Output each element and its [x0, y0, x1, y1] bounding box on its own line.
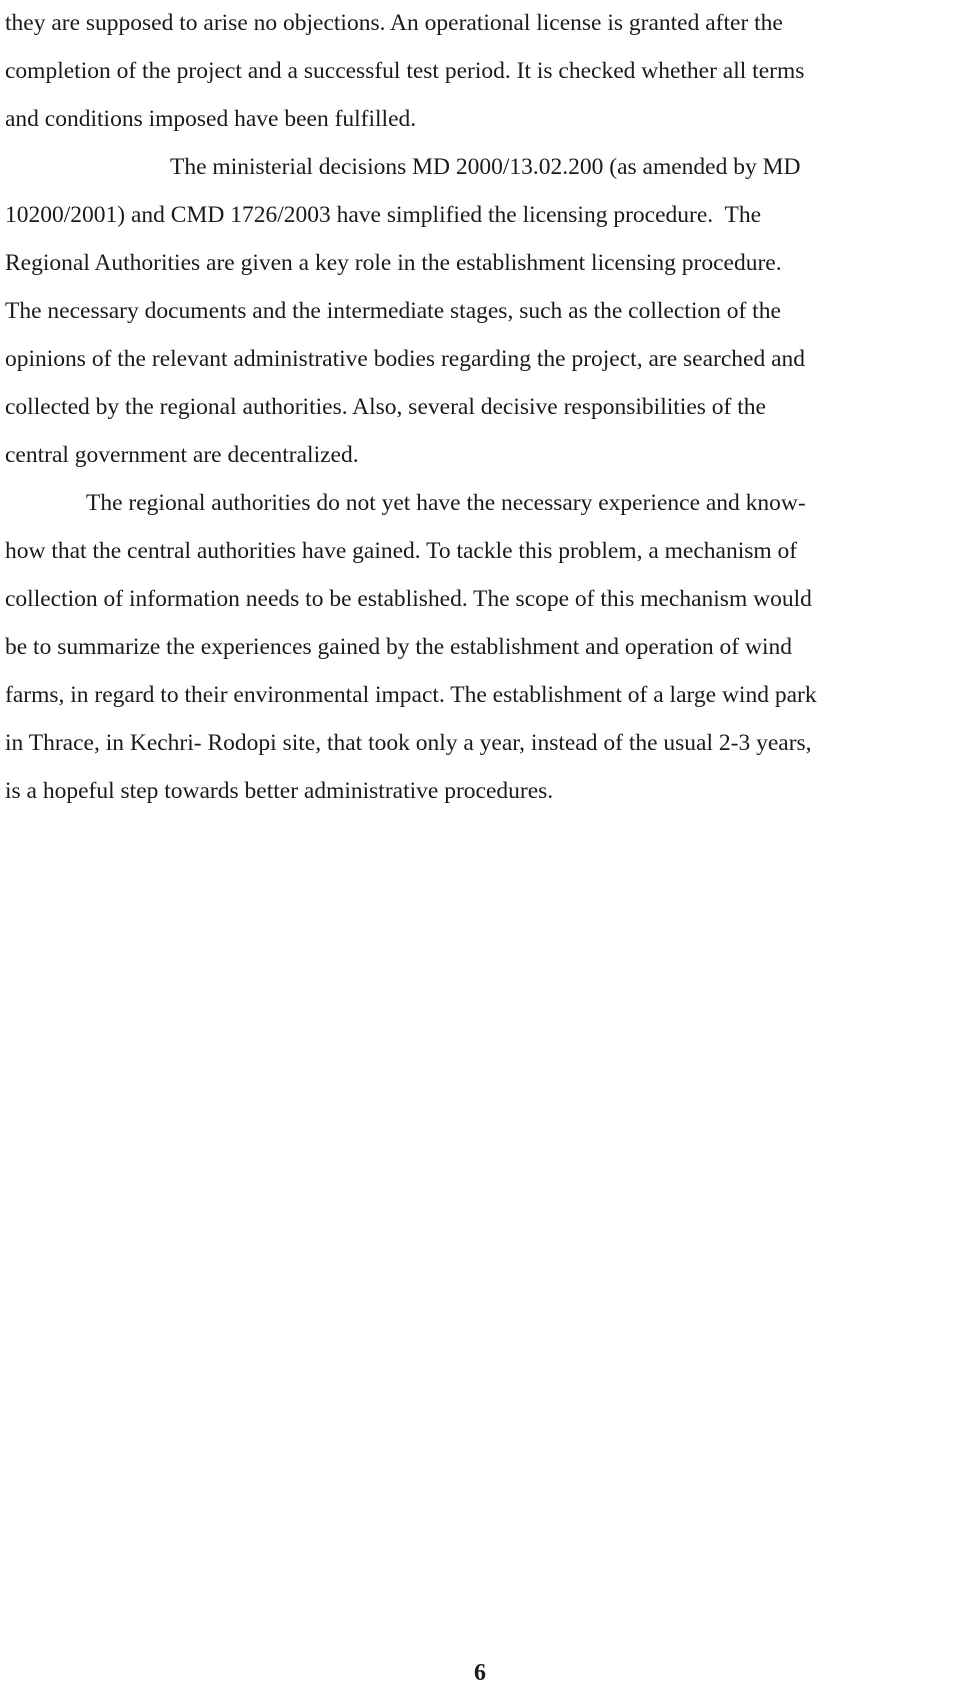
text-line: farms, in regard to their environmental impact. The establishment of a large wind park	[5, 682, 817, 708]
text-line: how that the central authorities have gained. To tackle this problem, a mechanism of	[5, 538, 798, 564]
text-line: The necessary documents and the intermediate stages, such as the collection of the	[5, 298, 781, 324]
text-line: 10200/2001) and CMD 1726/2003 have simplified the licensing procedure. The	[5, 202, 761, 228]
text-line: central government are decentralized.	[5, 442, 359, 468]
page-number: 6	[474, 1660, 486, 1686]
text-line: collected by the regional authorities. Also, several decisive responsibilities of the	[5, 394, 766, 420]
text-line: and conditions imposed have been fulfilled.	[5, 106, 417, 132]
text-line: is a hopeful step towards better administrative procedures.	[5, 778, 554, 804]
text-line: in Thrace, in Kechri- Rodopi site, that took only a year, instead of the usual 2-3 years,	[5, 730, 812, 756]
text-line: collection of information needs to be established. The scope of this mechanism would	[5, 586, 812, 612]
body-text	[5, 0, 955, 815]
text-line: completion of the project and a successful test period. It is checked whether all terms	[5, 58, 805, 84]
paragraph-first-line: The ministerial decisions MD 2000/13.02.200 (as amended by MD	[170, 154, 801, 180]
text-line: be to summarize the experiences gained by the establishment and operation of wind	[5, 634, 792, 660]
paragraph-first-line: The regional authorities do not yet have the necessary experience and know-	[86, 490, 806, 516]
text-line: opinions of the relevant administrative bodies regarding the project, are searched and	[5, 346, 806, 372]
text-line: they are supposed to arise no objections. An operational license is granted after the	[5, 10, 783, 36]
text-line: Regional Authorities are given a key role in the establishment licensing procedure.	[5, 250, 782, 276]
